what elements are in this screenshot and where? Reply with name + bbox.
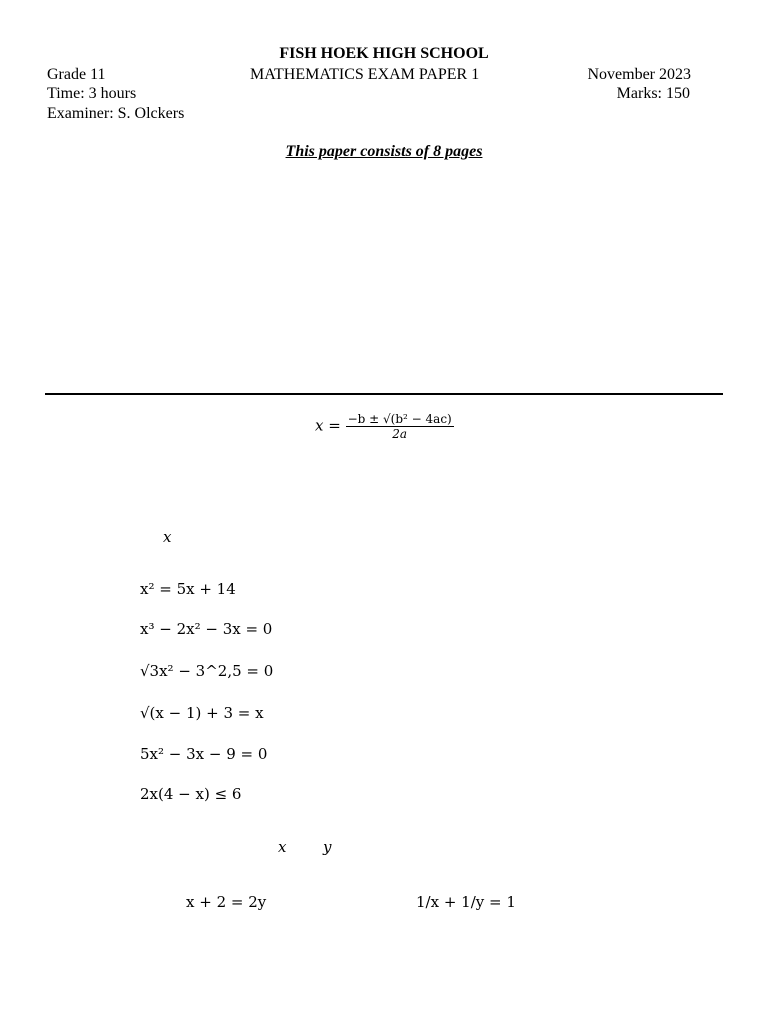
quadratic-formula [315, 412, 454, 441]
grade: Grade 11 [47, 66, 106, 83]
q2-variable-x: x [278, 838, 287, 856]
school-name: FISH HOEK HIGH SCHOOL [279, 45, 489, 62]
formula-denominator: 2a [392, 427, 408, 441]
q1-equation-2: x³ − 2x² − 3x = 0 [140, 620, 273, 638]
examiner: Examiner: S. Olckers [47, 105, 185, 122]
total-marks: Marks: 150 [616, 85, 690, 102]
formula-fraction [346, 412, 454, 441]
q1-equation-1: x² = 5x + 14 [140, 580, 236, 598]
q1-equation-5: 5x² − 3x − 9 = 0 [140, 745, 268, 763]
q2-equation-1: x + 2 = 2y [186, 893, 267, 911]
formula-lhs: x [315, 416, 324, 435]
q1-equation-3: √3x² − 3^2,5 = 0 [140, 662, 274, 680]
q1-variable: x [163, 528, 172, 546]
q2-equation-2: 1/x + 1/y = 1 [416, 893, 516, 911]
q1-equation-6: 2x(4 − x) ≤ 6 [140, 785, 242, 803]
q2-variable-y: y [323, 838, 332, 856]
exam-time: Time: 3 hours [47, 85, 137, 102]
q1-equation-4: √(x − 1) + 3 = x [140, 704, 264, 722]
formula-equals: = [328, 416, 341, 435]
formula-numerator: −b ± √(b² − 4ac) [347, 412, 452, 426]
paper-title: MATHEMATICS EXAM PAPER 1 [250, 66, 480, 83]
horizontal-divider [45, 393, 723, 395]
pages-note: This paper consists of 8 pages [285, 143, 483, 160]
exam-date: November 2023 [587, 66, 691, 83]
